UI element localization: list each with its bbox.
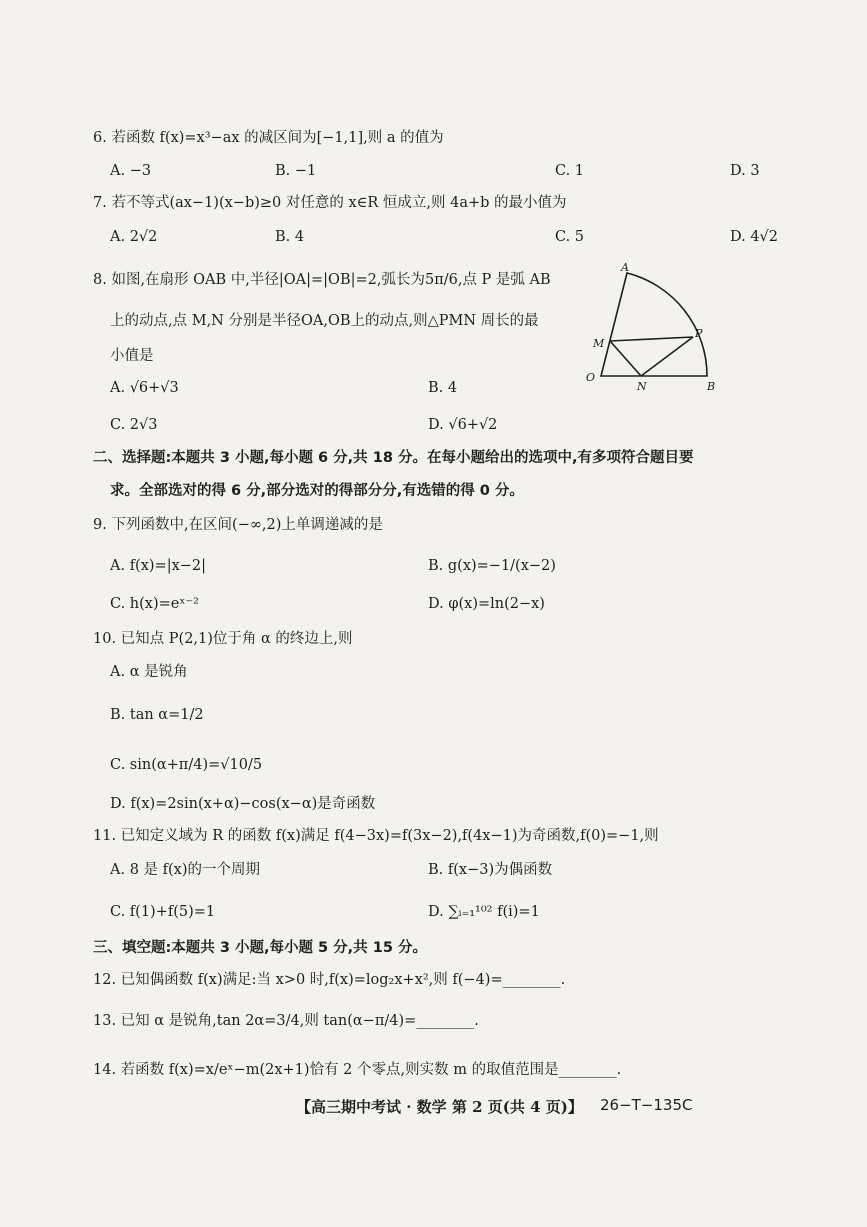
q11-stem: 11. 已知定义域为 R 的函数 f(x)满足 f(4−3x)=f(3x−2),f(4x−1)为奇函数,f(0)=−1,则 [93, 828, 659, 844]
q7-stem: 7. 若不等式(ax−1)(x−b)≥0 对任意的 x∈R 恒成立,则 4a+b 的最小值为 [93, 195, 567, 211]
q11-option-c: C. f(1)+f(5)=1 [110, 904, 216, 920]
page-footer-code: 26−T−135C [600, 1096, 693, 1114]
section2-line1: 二、选择题:本题共 3 小题,每小题 6 分,共 18 分。在每小题给出的选项中,有多项符合题目要 [93, 450, 694, 466]
q12-stem: 12. 已知偶函数 f(x)满足:当 x>0 时,f(x)=log₂x+x²,则 f(−4)=________. [93, 972, 566, 988]
q6-stem: 6. 若函数 f(x)=x³−ax 的减区间为[−1,1],则 a 的值为 [93, 130, 444, 146]
q9-option-a: A. f(x)=|x−2| [110, 558, 207, 574]
point-label-a: A [621, 261, 629, 274]
q11-option-b: B. f(x−3)为偶函数 [428, 862, 553, 878]
q14-stem: 14. 若函数 f(x)=x/eˣ−m(2x+1)恰有 2 个零点,则实数 m 的取值范围是________. [93, 1062, 622, 1078]
q9-option-b: B. g(x)=−1/(x−2) [428, 558, 556, 574]
q6-option-b: B. −1 [275, 163, 317, 179]
q6-option-c: C. 1 [555, 163, 585, 179]
segment-np [641, 337, 693, 376]
q13-stem: 13. 已知 α 是锐角,tan 2α=3/4,则 tan(α−π/4)=________. [93, 1013, 479, 1029]
q7-option-b: B. 4 [275, 229, 305, 245]
q10-option-b: B. tan α=1/2 [110, 707, 204, 723]
q11-option-d: D. ∑ᵢ₌₁¹⁰² f(i)=1 [428, 904, 540, 920]
page-footer-title: 【高三期中考试 · 数学 第 2 页(共 4 页)】 [296, 1098, 583, 1116]
q8-stem-line3: 小值是 [110, 348, 154, 364]
q9-stem: 9. 下列函数中,在区间(−∞,2)上单调递减的是 [93, 517, 383, 533]
q8-stem-line2: 上的动点,点 M,N 分别是半径OA,OB上的动点,则△PMN 周长的最 [110, 313, 539, 329]
point-label-n: N [637, 380, 647, 393]
q10-option-a: A. α 是锐角 [110, 664, 188, 680]
segment-mp [610, 337, 693, 341]
q7-option-d: D. 4√2 [730, 229, 779, 245]
sector-outline [601, 273, 707, 376]
point-label-b: B [707, 380, 716, 393]
q6-option-d: D. 3 [730, 163, 760, 179]
section2-line2: 求。全部选对的得 6 分,部分选对的得部分分,有选错的得 0 分。 [110, 483, 524, 499]
q7-option-c: C. 5 [555, 229, 585, 245]
segment-mn [610, 341, 641, 376]
point-label-m: M [593, 337, 605, 350]
q8-option-c: C. 2√3 [110, 417, 158, 433]
q9-option-d: D. φ(x)=ln(2−x) [428, 596, 545, 612]
sector-figure [583, 259, 723, 394]
q10-option-c: C. sin(α+π/4)=√10/5 [110, 757, 263, 773]
q8-option-d: D. √6+√2 [428, 417, 498, 433]
q7-option-a: A. 2√2 [110, 229, 158, 245]
point-label-p: P [695, 327, 703, 340]
q6-option-a: A. −3 [110, 163, 152, 179]
q8-option-a: A. √6+√3 [110, 380, 179, 396]
q10-stem: 10. 已知点 P(2,1)位于角 α 的终边上,则 [93, 631, 353, 647]
q10-option-d: D. f(x)=2sin(x+α)−cos(x−α)是奇函数 [110, 796, 376, 812]
q11-option-a: A. 8 是 f(x)的一个周期 [110, 862, 260, 878]
q9-option-c: C. h(x)=eˣ⁻² [110, 596, 199, 612]
q8-stem-line1: 8. 如图,在扇形 OAB 中,半径|OA|=|OB|=2,弧长为5π/6,点 P 是弧 AB [93, 272, 551, 288]
section3-line1: 三、填空题:本题共 3 小题,每小题 5 分,共 15 分。 [93, 940, 427, 956]
point-label-o: O [586, 371, 596, 384]
q8-option-b: B. 4 [428, 380, 458, 396]
